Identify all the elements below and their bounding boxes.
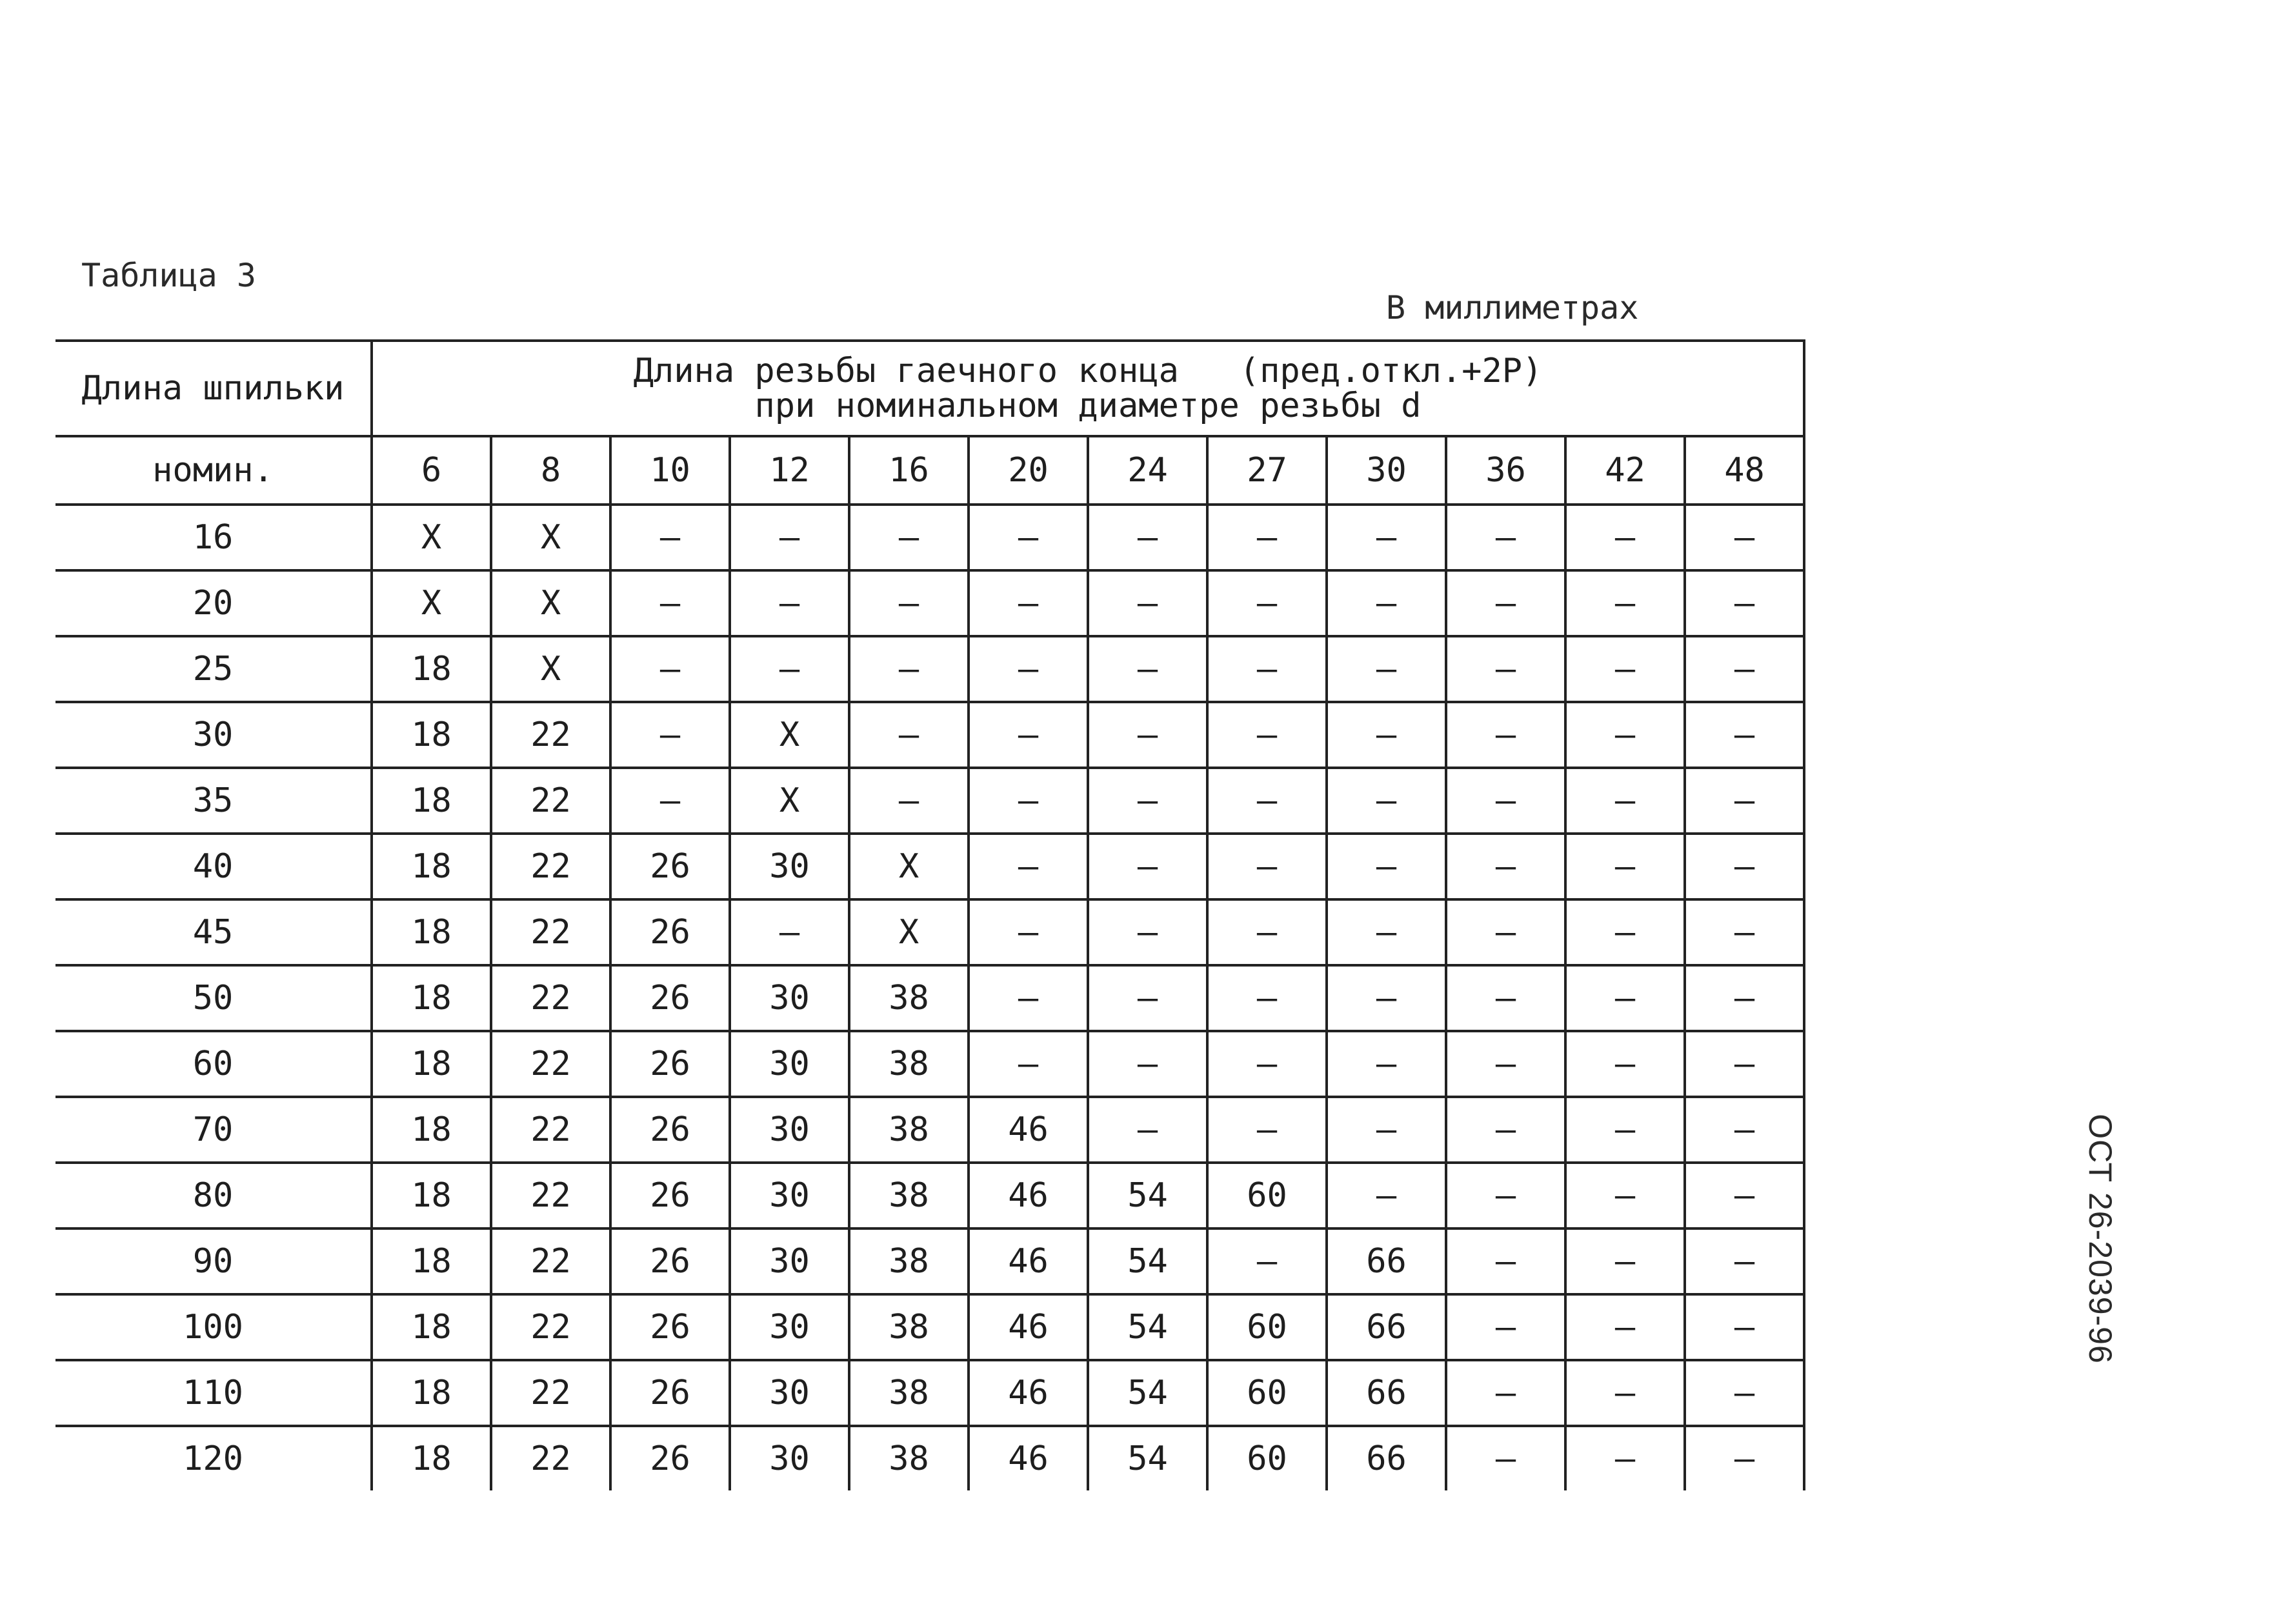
thread-length-cell: 38 [849, 1426, 969, 1490]
document-code-text: ОСТ 26-2039-96 [2082, 1114, 2118, 1364]
stud-length-cell: 20 [55, 570, 372, 636]
thread-length-cell: – [1685, 1426, 1804, 1490]
thread-length-cell: 38 [849, 965, 969, 1031]
thread-length-cell: 18 [372, 1426, 491, 1490]
thread-length-cell: X [730, 702, 849, 768]
thread-length-cell: – [1446, 768, 1565, 834]
thread-length-cell: 18 [372, 1031, 491, 1097]
thread-length-cell: – [1685, 965, 1804, 1031]
thread-length-cell: 26 [610, 1426, 730, 1490]
thread-length-cell: 54 [1088, 1426, 1207, 1490]
thread-length-cell: X [491, 570, 610, 636]
table-row [55, 1360, 1804, 1426]
thread-length-cell: – [1207, 1097, 1327, 1163]
thread-length-cell: 22 [491, 1097, 610, 1163]
thread-length-header-line1: Длина резьбы гаечного конца (пред.откл.+2P) [633, 352, 1543, 390]
thread-length-cell: – [1327, 834, 1446, 899]
thread-length-cell: – [1446, 570, 1565, 636]
thread-length-cell: – [1207, 702, 1327, 768]
thread-length-cell: – [1446, 1360, 1565, 1426]
thread-length-cell: – [610, 570, 730, 636]
table-row [55, 1426, 1804, 1490]
stud-length-cell: 50 [55, 965, 372, 1031]
stud-length-cell: 60 [55, 1031, 372, 1097]
thread-length-cell: X [372, 505, 491, 570]
thread-length-cell: – [1685, 1360, 1804, 1426]
thread-length-cell: 22 [491, 702, 610, 768]
thread-length-cell: 18 [372, 1228, 491, 1294]
thread-length-cell: – [969, 636, 1088, 702]
diameter-header-cell: 8 [491, 436, 610, 505]
thread-length-cell: – [1446, 965, 1565, 1031]
stud-length-cell: 45 [55, 899, 372, 965]
table-row [55, 636, 1804, 702]
thread-length-cell: 30 [730, 834, 849, 899]
stud-length-cell: 80 [55, 1163, 372, 1228]
thread-length-cell: – [1565, 1097, 1685, 1163]
thread-length-cell: 18 [372, 636, 491, 702]
thread-length-cell: 60 [1207, 1294, 1327, 1360]
thread-length-cell: – [1446, 1228, 1565, 1294]
thread-length-cell: – [1565, 899, 1685, 965]
thread-length-cell: – [1088, 505, 1207, 570]
thread-length-cell: – [1565, 1228, 1685, 1294]
thread-length-cell: 66 [1327, 1294, 1446, 1360]
thread-length-cell: – [1327, 1031, 1446, 1097]
thread-length-cell: – [1446, 899, 1565, 965]
thread-length-cell: 18 [372, 1360, 491, 1426]
stud-length-cell: 40 [55, 834, 372, 899]
stud-length-cell: 70 [55, 1097, 372, 1163]
thread-length-cell: 60 [1207, 1426, 1327, 1490]
thread-length-cell: – [730, 570, 849, 636]
table-number-label: Таблица 3 [81, 257, 256, 294]
thread-length-cell: – [1565, 1426, 1685, 1490]
diameter-header-cell: 10 [610, 436, 730, 505]
table-row [55, 570, 1804, 636]
thread-length-cell: – [1207, 834, 1327, 899]
thread-length-cell: 60 [1207, 1163, 1327, 1228]
thread-length-cell: X [849, 834, 969, 899]
thread-length-cell: – [1685, 702, 1804, 768]
thread-length-cell: – [969, 834, 1088, 899]
thread-length-cell: – [1207, 570, 1327, 636]
table-row [55, 1228, 1804, 1294]
thread-length-cell: – [1446, 1426, 1565, 1490]
thread-length-cell: 38 [849, 1360, 969, 1426]
thread-length-cell: X [491, 636, 610, 702]
thread-length-cell: 66 [1327, 1426, 1446, 1490]
thread-length-cell: – [1565, 505, 1685, 570]
thread-length-cell: 30 [730, 1163, 849, 1228]
thread-length-cell: X [730, 768, 849, 834]
thread-length-cell: – [1685, 505, 1804, 570]
thread-length-cell: – [849, 702, 969, 768]
thread-length-cell: 18 [372, 702, 491, 768]
thread-length-header-line2: при номинальном диаметре резьбы d [754, 386, 1422, 425]
thread-length-cell: – [1685, 1294, 1804, 1360]
thread-length-cell: 54 [1088, 1294, 1207, 1360]
thread-length-cell: – [1088, 768, 1207, 834]
stud-length-cell: 16 [55, 505, 372, 570]
thread-length-cell: – [1446, 1031, 1565, 1097]
thread-length-cell: – [1565, 1294, 1685, 1360]
thread-length-cell: – [1207, 636, 1327, 702]
thread-length-cell: – [1565, 834, 1685, 899]
diameter-header-cell: 36 [1446, 436, 1565, 505]
thread-length-cell: – [1685, 570, 1804, 636]
table-row [55, 1031, 1804, 1097]
header-row-main [55, 341, 1804, 436]
thread-length-cell: – [969, 899, 1088, 965]
thread-length-cell: – [849, 636, 969, 702]
thread-length-cell: – [1327, 768, 1446, 834]
thread-length-cell: – [969, 768, 1088, 834]
thread-length-cell: 30 [730, 1097, 849, 1163]
thread-length-cell: – [610, 768, 730, 834]
document-code [2062, 1097, 2139, 1381]
thread-length-cell: – [1207, 768, 1327, 834]
diameter-header-cell: 24 [1088, 436, 1207, 505]
thread-length-cell: – [1565, 965, 1685, 1031]
thread-length-cell: – [1088, 834, 1207, 899]
thread-length-cell: – [610, 505, 730, 570]
stud-length-cell: 30 [55, 702, 372, 768]
diameter-header-cell: 48 [1685, 436, 1804, 505]
thread-length-cell: 22 [491, 834, 610, 899]
thread-length-cell: 46 [969, 1426, 1088, 1490]
table-row [55, 505, 1804, 570]
thread-length-cell: X [372, 570, 491, 636]
thread-length-cell: 18 [372, 899, 491, 965]
thread-length-cell: – [1088, 1031, 1207, 1097]
thread-length-cell: 30 [730, 1228, 849, 1294]
thread-length-cell: 18 [372, 1294, 491, 1360]
stud-length-cell: 90 [55, 1228, 372, 1294]
thread-length-cell: 22 [491, 1360, 610, 1426]
thread-length-cell: 18 [372, 834, 491, 899]
thread-length-cell: – [1565, 702, 1685, 768]
table-row [55, 1294, 1804, 1360]
thread-length-header [372, 341, 1804, 436]
thread-length-cell: – [1685, 1228, 1804, 1294]
thread-length-cell: 38 [849, 1228, 969, 1294]
thread-length-cell: 26 [610, 1294, 730, 1360]
thread-length-cell: 54 [1088, 1163, 1207, 1228]
thread-length-cell: – [1565, 1360, 1685, 1426]
thread-length-cell: 22 [491, 1426, 610, 1490]
table-row [55, 834, 1804, 899]
diameter-header-cell: 6 [372, 436, 491, 505]
thread-length-cell: – [1565, 1031, 1685, 1097]
thread-length-cell: – [849, 570, 969, 636]
thread-length-cell: – [1327, 899, 1446, 965]
thread-length-cell: – [969, 702, 1088, 768]
thread-length-cell: 66 [1327, 1360, 1446, 1426]
thread-length-cell: – [1685, 1163, 1804, 1228]
thread-length-cell: 60 [1207, 1360, 1327, 1426]
thread-length-cell: X [491, 505, 610, 570]
thread-length-cell: – [1088, 702, 1207, 768]
diameter-header-cell: 30 [1327, 436, 1446, 505]
thread-length-cell: – [1685, 636, 1804, 702]
thread-length-cell: – [1446, 1163, 1565, 1228]
diameter-header-cell: 16 [849, 436, 969, 505]
thread-length-table [55, 339, 1805, 1490]
thread-length-cell: – [1327, 1163, 1446, 1228]
thread-length-cell: 18 [372, 965, 491, 1031]
thread-length-cell: 38 [849, 1163, 969, 1228]
table-row [55, 702, 1804, 768]
thread-length-cell: – [1088, 570, 1207, 636]
thread-length-cell: – [1446, 834, 1565, 899]
thread-length-cell: X [849, 899, 969, 965]
thread-length-cell: – [969, 1031, 1088, 1097]
thread-length-cell: – [969, 505, 1088, 570]
thread-length-cell: 22 [491, 1294, 610, 1360]
diameter-header-cell: 42 [1565, 436, 1685, 505]
stud-length-cell: 25 [55, 636, 372, 702]
thread-length-cell: – [1327, 965, 1446, 1031]
thread-length-cell: 26 [610, 1360, 730, 1426]
thread-length-cell: 26 [610, 1228, 730, 1294]
thread-length-cell: 66 [1327, 1228, 1446, 1294]
thread-length-cell: 26 [610, 834, 730, 899]
thread-length-cell: 30 [730, 1426, 849, 1490]
thread-length-cell: – [969, 965, 1088, 1031]
thread-length-cell: 22 [491, 1228, 610, 1294]
thread-length-cell: 46 [969, 1163, 1088, 1228]
thread-length-cell: – [1685, 1031, 1804, 1097]
thread-length-cell: 26 [610, 1031, 730, 1097]
thread-length-cell: 54 [1088, 1228, 1207, 1294]
thread-length-cell: – [610, 702, 730, 768]
thread-length-cell: – [1088, 1097, 1207, 1163]
thread-length-cell: – [1327, 1097, 1446, 1163]
stud-length-header: Длина шпильки [55, 341, 372, 436]
thread-length-cell: – [1207, 965, 1327, 1031]
table-body [55, 505, 1804, 1490]
thread-length-cell: 30 [730, 1031, 849, 1097]
thread-length-cell: 38 [849, 1031, 969, 1097]
thread-length-cell: 46 [969, 1360, 1088, 1426]
thread-length-cell: 22 [491, 899, 610, 965]
thread-length-cell: – [610, 636, 730, 702]
thread-length-cell: 46 [969, 1294, 1088, 1360]
thread-length-cell: 18 [372, 768, 491, 834]
thread-length-cell: 22 [491, 1163, 610, 1228]
thread-length-cell: – [1565, 1163, 1685, 1228]
thread-length-cell: – [849, 768, 969, 834]
stud-length-cell: 110 [55, 1360, 372, 1426]
thread-length-cell: – [1446, 1097, 1565, 1163]
thread-length-cell: – [1207, 899, 1327, 965]
thread-length-cell: – [1207, 505, 1327, 570]
table-row [55, 1097, 1804, 1163]
thread-length-cell: – [1446, 636, 1565, 702]
thread-length-cell: – [1327, 505, 1446, 570]
thread-length-cell: 22 [491, 768, 610, 834]
thread-length-cell: 18 [372, 1097, 491, 1163]
thread-length-cell: – [730, 505, 849, 570]
thread-length-cell: 26 [610, 1163, 730, 1228]
thread-length-cell: 38 [849, 1097, 969, 1163]
diameter-header-cell: 12 [730, 436, 849, 505]
thread-length-cell: 30 [730, 1360, 849, 1426]
thread-length-cell: 26 [610, 899, 730, 965]
stud-length-cell: 120 [55, 1426, 372, 1490]
thread-length-cell: – [1088, 899, 1207, 965]
thread-length-cell: 26 [610, 965, 730, 1031]
thread-length-cell: 22 [491, 965, 610, 1031]
thread-length-cell: – [1207, 1031, 1327, 1097]
units-note: В миллиметрах [1386, 289, 1639, 326]
table-row [55, 965, 1804, 1031]
thread-length-cell: 46 [969, 1228, 1088, 1294]
thread-length-cell: – [730, 899, 849, 965]
stud-length-cell: 35 [55, 768, 372, 834]
nominal-subheader: номин. [55, 436, 372, 505]
thread-length-cell: – [1446, 702, 1565, 768]
thread-length-cell: – [1565, 570, 1685, 636]
thread-length-cell: 30 [730, 1294, 849, 1360]
thread-length-cell: 38 [849, 1294, 969, 1360]
thread-length-cell: 26 [610, 1097, 730, 1163]
diameter-header-cell: 20 [969, 436, 1088, 505]
thread-length-cell: 54 [1088, 1360, 1207, 1426]
thread-length-cell: 30 [730, 965, 849, 1031]
header-row-diameters [55, 436, 1804, 505]
thread-length-cell: – [1088, 636, 1207, 702]
diameter-header-cell: 27 [1207, 436, 1327, 505]
stud-length-cell: 100 [55, 1294, 372, 1360]
table-row [55, 1163, 1804, 1228]
thread-length-cell: – [1685, 834, 1804, 899]
thread-length-cell: – [1207, 1228, 1327, 1294]
table-row [55, 899, 1804, 965]
thread-length-cell: – [1446, 505, 1565, 570]
thread-length-cell: 22 [491, 1031, 610, 1097]
thread-length-cell: – [1565, 768, 1685, 834]
thread-length-cell: – [730, 636, 849, 702]
thread-length-cell: – [1685, 1097, 1804, 1163]
table-row [55, 768, 1804, 834]
thread-length-cell: – [1685, 899, 1804, 965]
thread-length-cell: – [969, 570, 1088, 636]
thread-length-cell: 46 [969, 1097, 1088, 1163]
thread-length-cell: – [1565, 636, 1685, 702]
thread-length-cell: – [1327, 636, 1446, 702]
thread-length-cell: – [1685, 768, 1804, 834]
thread-length-cell: 18 [372, 1163, 491, 1228]
thread-length-cell: – [1446, 1294, 1565, 1360]
thread-length-cell: – [849, 505, 969, 570]
thread-length-cell: – [1088, 965, 1207, 1031]
thread-length-cell: – [1327, 702, 1446, 768]
thread-length-cell: – [1327, 570, 1446, 636]
